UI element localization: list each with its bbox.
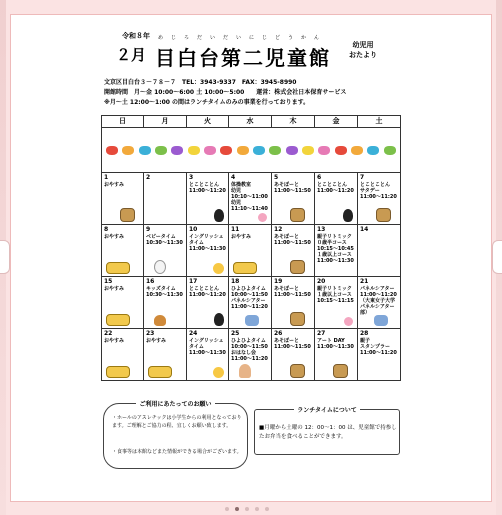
pagination-dots (225, 507, 269, 511)
event-text: ベビータイム 10:30～11:30 (146, 234, 183, 246)
calendar-day-cell (358, 173, 401, 225)
flower-icon (253, 146, 265, 155)
lunch-heading: ランチタイムについて (294, 407, 359, 414)
peng-illustration-icon (214, 209, 224, 222)
calendar-day-cell (272, 173, 315, 225)
event-text: アート DAY 11:00～11:30 (317, 338, 354, 350)
calendar-day-cell (272, 277, 315, 329)
day-number: 25 (231, 330, 240, 337)
day-number: 10 (189, 226, 198, 233)
flower-icon (286, 146, 298, 155)
bed-illustration-icon (148, 366, 172, 378)
calendar-day-cell (358, 329, 401, 381)
day-number: 11 (231, 226, 240, 233)
lady-illustration-icon (239, 364, 251, 378)
bear-illustration-icon (290, 364, 305, 378)
calendar-day-cell (358, 277, 401, 329)
prev-page-tab[interactable] (0, 240, 10, 274)
rab-illustration-icon (154, 260, 166, 274)
event-text: とことことん 11:00～11:20 (189, 182, 226, 194)
day-number: 12 (274, 226, 283, 233)
event-text: 体操教室 幼児 10:10～11:00 幼児 11:10～11:40 (231, 182, 268, 212)
bear-illustration-icon (376, 208, 391, 222)
day-number: 1 (104, 174, 109, 181)
bear-illustration-icon (333, 364, 348, 378)
lunch-body: ■月曜から土曜の 12：00～1：00 は、児童館で持参したお弁当を食べることができます。 (259, 425, 397, 440)
flower-icon (384, 146, 396, 155)
decoration-row (102, 128, 401, 173)
day-number: 23 (146, 330, 155, 337)
flower-icon (269, 146, 281, 155)
flower-icon (220, 146, 232, 155)
day-number: 3 (189, 174, 194, 181)
calendar-day-cell (144, 225, 187, 277)
calendar-day-cell (229, 277, 272, 329)
bear-illustration-icon (120, 208, 135, 222)
flower-icon (237, 146, 249, 155)
next-page-tab[interactable] (492, 240, 502, 274)
bed-illustration-icon (106, 262, 130, 274)
calendar-day-cell (144, 329, 187, 381)
calendar-day-cell (187, 277, 229, 329)
event-text: あそぼーと 11:00～11:50 (274, 286, 311, 298)
day-number: 7 (360, 174, 365, 181)
calendar-day-cell (272, 225, 315, 277)
event-text: 親子 スタンプラー 11:00～11:20 (360, 338, 397, 356)
page-dot[interactable] (255, 507, 259, 511)
calendar-day-cell (315, 277, 358, 329)
day-number: 13 (317, 226, 326, 233)
event-text: あそぼーと 11:00～11:50 (274, 234, 311, 246)
page-dot[interactable] (265, 507, 269, 511)
month-label: ２月 (116, 46, 147, 64)
day-number: 14 (360, 226, 369, 233)
event-text: とことことん サタデー 11:00～11:20 (360, 182, 397, 200)
page-dot-current[interactable] (235, 507, 239, 511)
event-text: ひよひよタイム 10:00～11:50 パネルシアター 11:00～11:20 (231, 286, 268, 310)
day-number: 8 (104, 226, 109, 233)
calendar-day-cell (102, 173, 144, 225)
day-number: 27 (317, 330, 326, 337)
lunch-box (254, 409, 400, 455)
flower-icon (188, 146, 200, 155)
sun-illustration-icon (213, 263, 224, 274)
title-ruby: めじろだいだいにじどうかん (158, 35, 328, 41)
notice-line-2: ・食事等は本館などまた情報ができる場合がございます。 (112, 449, 242, 455)
day-number: 2 (146, 174, 151, 181)
event-text: おやすみ (104, 234, 125, 240)
weekday-header: 土 (358, 116, 401, 128)
calendar-day-cell (229, 173, 272, 225)
calendar-week-row (102, 329, 401, 381)
address-line: 文京区目白台３－７８－７ TEL：3943-9337 FAX：3945-8990 (104, 79, 297, 86)
event-text: イングリッシュ タイム 11:00～11:30 (189, 234, 226, 252)
event-text: とことことん 11:00～11:20 (317, 182, 354, 194)
calendar-day-cell (315, 173, 358, 225)
sun-illustration-icon (213, 367, 224, 378)
event-text: おやすみ (104, 182, 125, 188)
calendar-day-cell (315, 225, 358, 277)
flower-icon (171, 146, 183, 155)
hours-line: 開館時間 月～金 10:00～6:00 土 10:00～5:00 運営：株式会社日本保育サービス (104, 89, 347, 96)
calendar-day-cell (102, 225, 144, 277)
flower-icon (122, 146, 134, 155)
flower-icon (302, 146, 314, 155)
day-number: 4 (231, 174, 236, 181)
flower-icon (204, 146, 216, 155)
sq-illustration-icon (154, 315, 166, 326)
day-number: 6 (317, 174, 322, 181)
day-number: 19 (274, 278, 283, 285)
flw-illustration-icon (344, 317, 353, 326)
flw-illustration-icon (258, 213, 267, 222)
day-number: 9 (146, 226, 151, 233)
event-text: キッズタイム 10:30～11:30 (146, 286, 183, 298)
bear-illustration-icon (290, 260, 305, 274)
day-number: 24 (189, 330, 198, 337)
weekday-header: 金 (315, 116, 358, 128)
weekday-header: 日 (102, 116, 144, 128)
peng-illustration-icon (214, 313, 224, 326)
day-number: 18 (231, 278, 240, 285)
day-number: 16 (146, 278, 155, 285)
calendar-day-cell (187, 173, 229, 225)
calendar-day-cell (102, 277, 144, 329)
page-dot[interactable] (225, 507, 229, 511)
calendar-table (101, 115, 401, 381)
event-text: 親子リトミック １歳以上コース 10:15～11:15 (317, 286, 354, 304)
day-number: 21 (360, 278, 369, 285)
weekday-header: 水 (229, 116, 272, 128)
calendar-day-cell (144, 173, 187, 225)
flower-icon (367, 146, 379, 155)
notice-heading: ご利用にあたってのお願い (136, 401, 214, 408)
notice-box (103, 403, 248, 469)
ele-illustration-icon (245, 315, 259, 326)
flower-icon (139, 146, 151, 155)
event-text: 親子リトミック ０歳半コース 10:15～10:45 １歳以上コース 11:00～11:30 (317, 234, 354, 264)
lunch-note: ※月～土 12:00～1:00 の間はランチタイムのみの事業を行っております。 (104, 99, 310, 106)
bed-illustration-icon (106, 366, 130, 378)
notice-line-1: ・ホールのアスレチックは小学生からの利用となっております。ご理解とご協力の程、宜しくお願い致します。 (112, 415, 242, 429)
calendar-day-cell (272, 329, 315, 381)
bed-illustration-icon (106, 314, 130, 326)
weekday-header: 火 (187, 116, 229, 128)
calendar-day-cell (102, 329, 144, 381)
event-text: おやすみ (104, 286, 125, 292)
flower-icon (335, 146, 347, 155)
calendar-day-cell (358, 225, 401, 277)
calendar-day-cell (315, 329, 358, 381)
calendar-day-cell (229, 329, 272, 381)
peng-illustration-icon (343, 209, 353, 222)
weekday-header: 木 (272, 116, 315, 128)
event-text: イングリッシュ タイム 11:00～11:30 (189, 338, 226, 356)
ele-illustration-icon (374, 315, 388, 326)
flower-icon (106, 146, 118, 155)
page-dot[interactable] (245, 507, 249, 511)
flower-icon (155, 146, 167, 155)
subtitle: 幼児用 おたより (349, 41, 377, 59)
day-number: 17 (189, 278, 198, 285)
day-number: 15 (104, 278, 113, 285)
calendar-day-cell (187, 225, 229, 277)
event-text: おやすみ (146, 338, 167, 344)
bear-illustration-icon (290, 312, 305, 326)
flower-icon (318, 146, 330, 155)
day-number: 5 (274, 174, 279, 181)
event-text: ひよひよタイム 10:00～11:50 おはなし会 11:00～11:20 (231, 338, 268, 362)
event-text: あそぼーと 11:00～11:50 (274, 338, 311, 350)
weekday-header: 月 (144, 116, 187, 128)
event-text: とことことん 11:00～11:20 (189, 286, 226, 298)
weekday-header-row (102, 116, 401, 128)
calendar-week-row (102, 277, 401, 329)
bear-illustration-icon (290, 208, 305, 222)
calendar-day-cell (144, 277, 187, 329)
calendar-week-row (102, 225, 401, 277)
event-text: あそぼーと 11:00～11:50 (274, 182, 311, 194)
page-title: 目白台第二児童館 (155, 46, 331, 70)
day-number: 22 (104, 330, 113, 337)
event-text: パネルシアター 11:00～11:20 （大東女子大学 パネルシアター部） (360, 286, 397, 316)
day-number: 28 (360, 330, 369, 337)
day-number: 20 (317, 278, 326, 285)
bed-illustration-icon (233, 262, 257, 274)
flower-garland (102, 128, 400, 172)
calendar-week-row (102, 173, 401, 225)
day-number: 26 (274, 330, 283, 337)
flower-icon (351, 146, 363, 155)
era-label: 令和８年 (122, 32, 150, 40)
calendar-day-cell (187, 329, 229, 381)
event-text: おやすみ (104, 338, 125, 344)
event-text: おやすみ (231, 234, 252, 240)
calendar-day-cell (229, 225, 272, 277)
